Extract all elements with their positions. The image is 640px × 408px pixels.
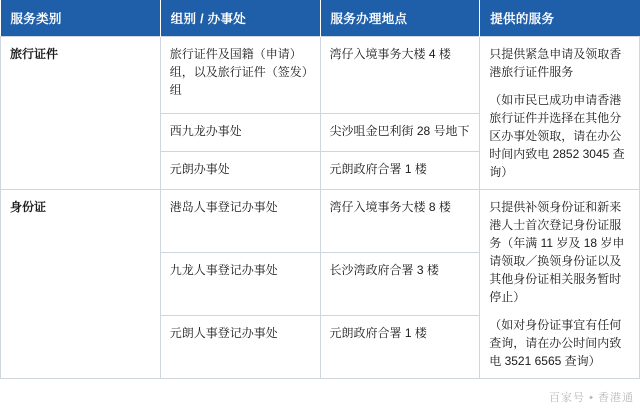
cell-location: 湾仔入境事务大楼 8 楼 — [320, 190, 480, 253]
cell-unit: 港岛人事登记办事处 — [160, 190, 320, 253]
cell-category-travel-documents: 旅行证件 — [1, 37, 161, 190]
column-header-service: 提供的服务 — [480, 0, 640, 37]
table-header — [1, 0, 640, 37]
column-header-unit: 组别 / 办事处 — [160, 0, 320, 37]
column-header-location: 服务办理地点 — [320, 0, 480, 37]
cell-location: 湾仔入境事务大楼 4 楼 — [320, 37, 480, 114]
cell-location: 元朗政府合署 1 楼 — [320, 316, 480, 379]
service-paragraph: 只提供补领身份证和新来港人士首次登记身份证服务（年满 11 岁及 18 岁申请领取／换领身份证以及其他身份证相关服务暂时停止） — [489, 200, 625, 304]
cell-unit: 元朗人事登记办事处 — [160, 316, 320, 379]
table-row — [1, 37, 640, 114]
cell-service-travel-documents — [480, 37, 640, 190]
cell-location: 长沙湾政府合署 3 楼 — [320, 253, 480, 316]
service-note: （如市民已成功申请香港旅行证件并选择在其他分区办事处领取，请在办公时间内致电 2852 3045 查询） — [489, 93, 625, 179]
watermark: 百家号 • 香港通 — [549, 392, 634, 404]
cell-unit: 旅行证件及国籍（申请）组，以及旅行证件（签发）组 — [160, 37, 320, 114]
table-row — [1, 190, 640, 253]
table-header-row — [1, 0, 640, 37]
service-note: （如对身份证事宜有任何查询，请在办公时间内致电 3521 6565 查询） — [489, 318, 622, 368]
table-body — [1, 37, 640, 379]
service-paragraph: 只提供紧急申请及领取香港旅行证件服务 — [489, 47, 622, 79]
cell-service-identity-card — [480, 190, 640, 379]
cell-location: 尖沙咀金巴利街 28 号地下 — [320, 114, 480, 152]
column-header-category: 服务类别 — [1, 0, 161, 37]
cell-unit: 元朗办事处 — [160, 152, 320, 190]
cell-location: 元朗政府合署 1 楼 — [320, 152, 480, 190]
cell-category-identity-card: 身份证 — [1, 190, 161, 379]
cell-unit: 西九龙办事处 — [160, 114, 320, 152]
cell-unit: 九龙人事登记办事处 — [160, 253, 320, 316]
